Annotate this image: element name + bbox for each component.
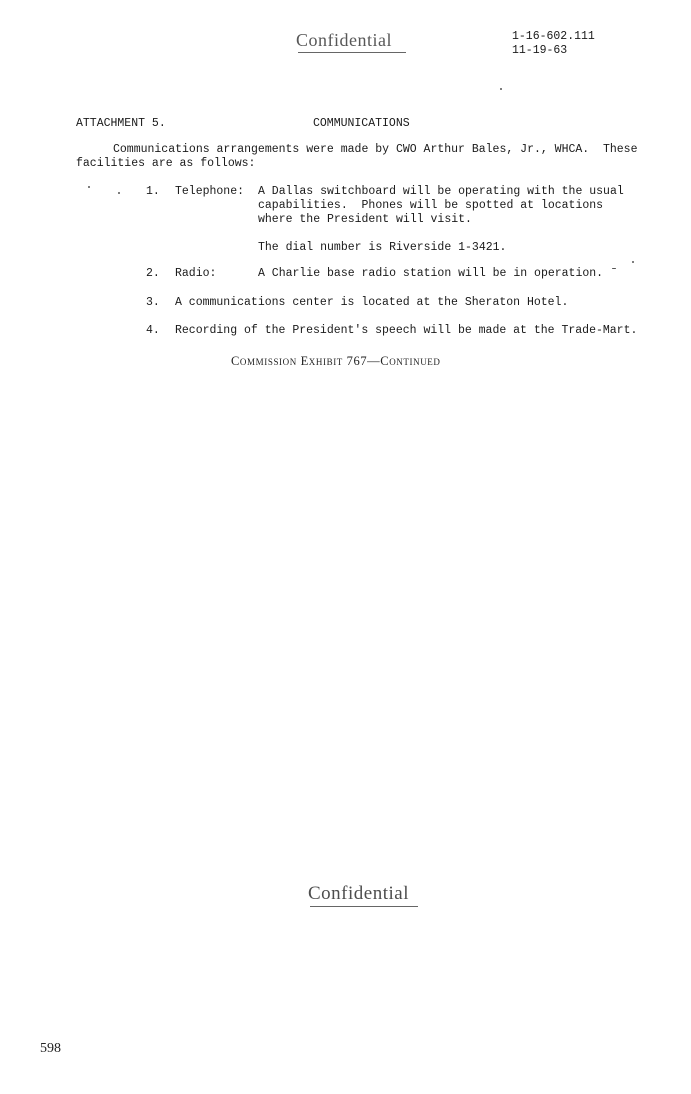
item-1-note: The dial number is Riverside 1-3421.	[258, 241, 507, 254]
intro-line-2: facilities are as follows:	[76, 157, 256, 170]
item-1-number: 1.	[146, 185, 160, 198]
scan-speck	[500, 88, 502, 90]
confidential-stamp-top: Confidential	[296, 30, 392, 50]
scan-speck	[612, 268, 616, 269]
item-4-text: Recording of the President's speech will be made at the Trade-Mart.	[175, 324, 638, 337]
file-number: 1-16-602.111	[512, 30, 595, 43]
stamp-underline-top	[298, 52, 406, 53]
section-title: COMMUNICATIONS	[313, 117, 410, 130]
item-2-label: Radio:	[175, 267, 217, 280]
page-number: 598	[40, 1041, 61, 1056]
item-2-line-1: A Charlie base radio station will be in operation.	[258, 267, 604, 280]
scan-speck	[118, 192, 120, 194]
attachment-label: ATTACHMENT 5.	[76, 117, 166, 130]
item-3-text: A communications center is located at the Sheraton Hotel.	[175, 296, 569, 309]
intro-line-1: Communications arrangements were made by CWO Arthur Bales, Jr., WHCA. These	[113, 143, 638, 156]
stamp-underline-bottom	[310, 906, 418, 907]
item-1-line-1: A Dallas switchboard will be operating with the usual	[258, 185, 624, 198]
document-date: 11-19-63	[512, 44, 568, 57]
item-1-label: Telephone:	[175, 185, 245, 198]
scan-speck	[632, 261, 634, 263]
item-1-line-2: capabilities. Phones will be spotted at locations	[258, 199, 604, 212]
exhibit-caption: Commission Exhibit 767—Continued	[231, 354, 441, 368]
confidential-stamp-bottom: Confidential	[308, 883, 409, 904]
scan-speck	[88, 186, 90, 188]
item-3-number: 3.	[146, 296, 160, 309]
item-4-number: 4.	[146, 324, 160, 337]
item-2-number: 2.	[146, 267, 160, 280]
item-1-line-3: where the President will visit.	[258, 213, 472, 226]
